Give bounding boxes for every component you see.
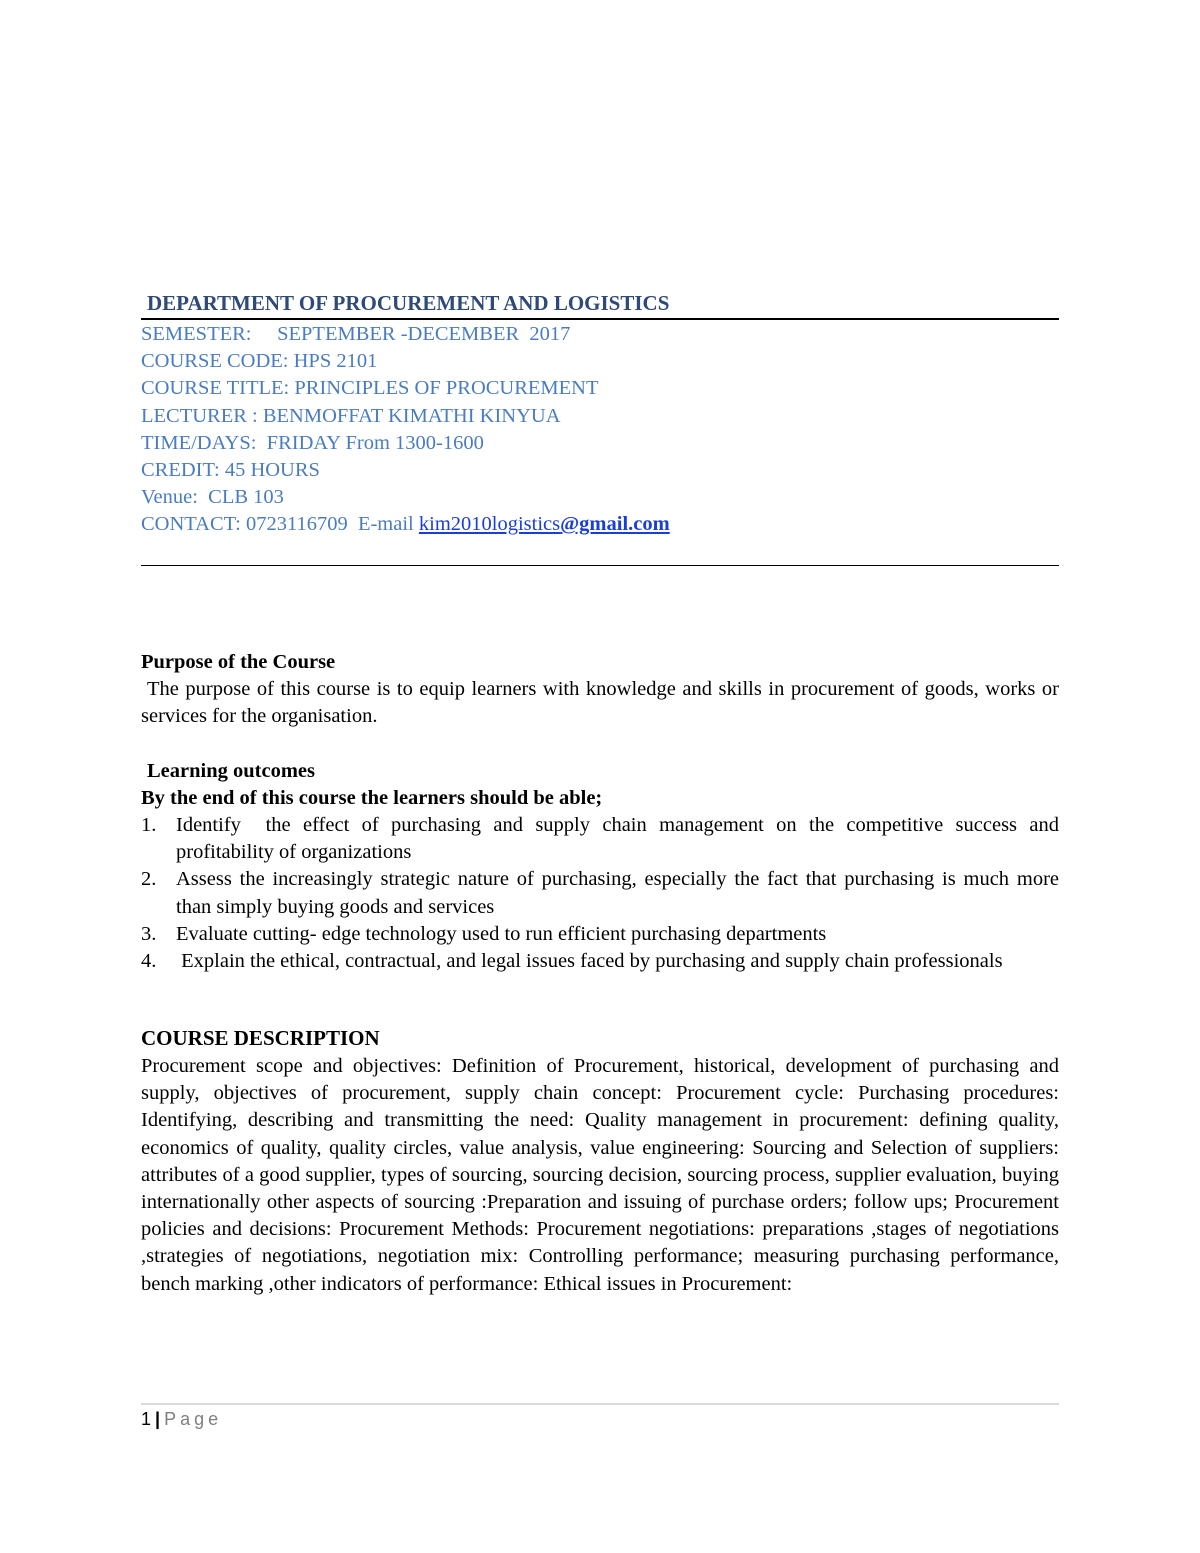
contact-line: [141, 511, 670, 538]
list-item-text: Evaluate cutting- edge technology used to run efficient purchasing departments: [176, 922, 827, 945]
list-item: [141, 866, 1059, 920]
page-number: 1: [141, 1409, 152, 1429]
venue-line: Venue: CLB 103: [141, 486, 284, 509]
header-top-rule: [141, 318, 1059, 320]
course-title-line: COURSE TITLE: PRINCIPLES OF PROCUREMENT: [141, 377, 599, 400]
course-code-line: COURSE CODE: HPS 2101: [141, 350, 378, 373]
credit-line: CREDIT: 45 HOURS: [141, 458, 320, 481]
semester-line: SEMESTER: SEPTEMBER -DECEMBER 2017: [141, 323, 571, 345]
list-item-number: 3.: [141, 922, 157, 945]
footer-separator: |: [155, 1409, 161, 1429]
purpose-heading: Purpose of the Course: [141, 651, 336, 673]
list-item-text: Explain the ethical, contractual, and legal issues faced by purchasing and supply chain professionals: [176, 950, 1003, 973]
contact-prefix: CONTACT: 0723116709 E-mail: [141, 513, 419, 536]
time-days-line: TIME/DAYS: FRIDAY From 1300-1600: [141, 431, 484, 454]
course-description-text: Procurement scope and objectives: Definition of Procurement, historical, development of purchasing and supply, objectives of procurement, supply chain concept: Procurement cycle: Purchasing procedures: Identifying, describing and transmitting the need: Quality management in procurement: defining quality, economics of quality, quality circles, value analysis, value engineering: Sourcing and Selection of suppliers: attributes of a good supplier, types of sourcing, sourcing decision, sourcing process, supplier evaluation, buying internationally other aspects of sourcing :Preparation and issuing of purchase orders; follow ups; Procurement policies and decisions: Procurement Methods: Procurement negotiations: preparations ,stages of negotiations ,strategies of negotiations, negotiation mix: Controlling performance; measuring purchasing performance, bench marking ,other indicators of performance: Ethical issues in Procurement:: [141, 1055, 1059, 1295]
list-item: [141, 948, 1059, 975]
list-item: [141, 921, 1059, 948]
list-item-text: Assess the increasingly strategic nature of purchasing, especially the fact that purchasing is much more than simply buying goods and services: [176, 868, 1059, 918]
learning-outcomes-intro: By the end of this course the learners should be able;: [141, 787, 603, 809]
email-domain: @gmail.com: [560, 513, 670, 536]
page-label: Page: [164, 1409, 223, 1429]
footer-rule: [141, 1403, 1059, 1405]
email-link[interactable]: [419, 513, 670, 535]
course-info-block: [141, 321, 670, 539]
page-footer: [141, 1409, 222, 1430]
list-item-number: 2.: [141, 868, 157, 891]
list-item-text: Identify the effect of purchasing and supply chain management on the competitive success and profitability of organizations: [176, 814, 1065, 864]
header-bottom-rule: [141, 565, 1059, 566]
email-user: kim2010logistics: [418, 513, 561, 536]
learning-outcomes-list: [141, 812, 1065, 975]
department-title: DEPARTMENT OF PROCUREMENT AND LOGISTICS: [147, 291, 670, 315]
purpose-text: The purpose of this course is to equip learners with knowledge and skills in procurement of goods, works or services for the organisation.: [141, 678, 1059, 728]
learning-outcomes-heading: Learning outcomes: [147, 760, 315, 782]
list-item-number: 4.: [141, 950, 157, 973]
lecturer-line: LECTURER : BENMOFFAT KIMATHI KINYUA: [141, 404, 561, 427]
list-item: [141, 812, 1065, 866]
list-item-number: 1.: [141, 814, 157, 836]
course-description-heading: COURSE DESCRIPTION: [141, 1026, 380, 1050]
